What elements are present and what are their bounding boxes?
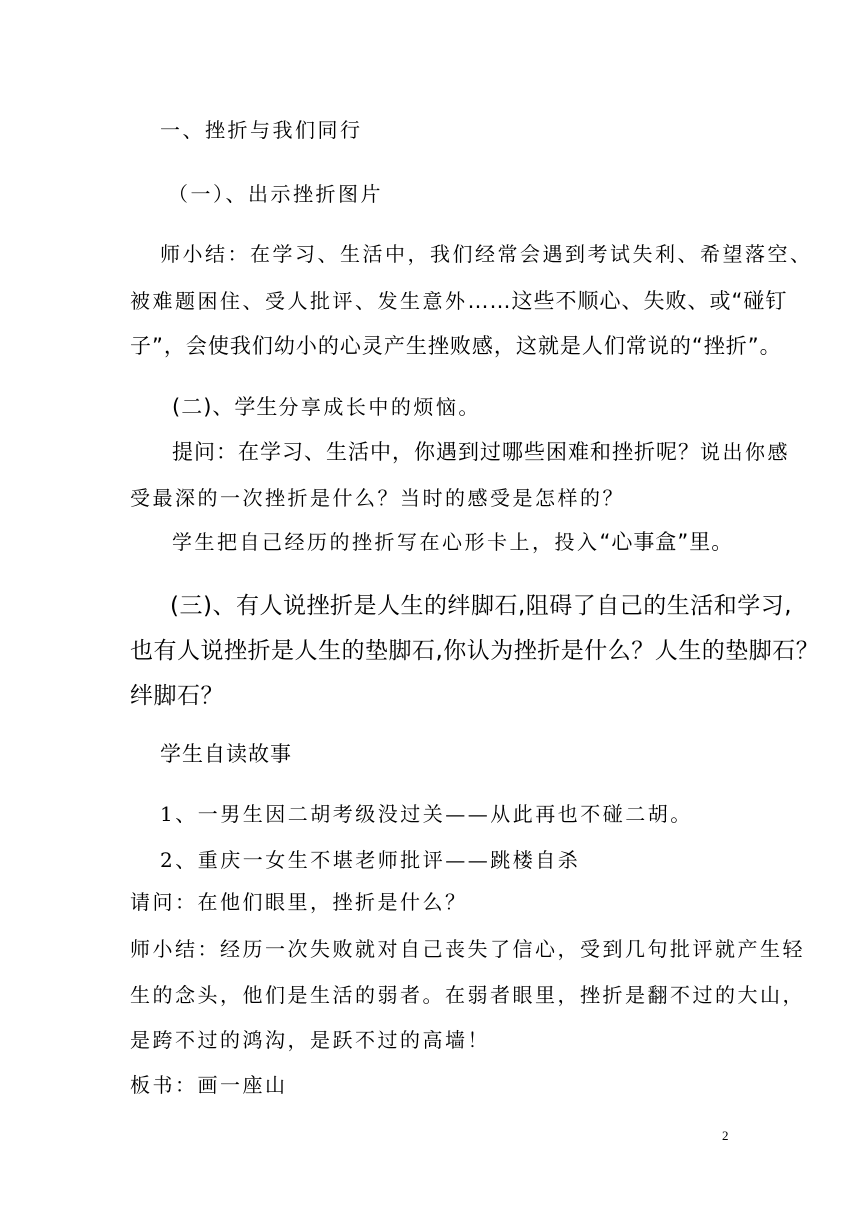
paragraph-line xyxy=(130,285,787,315)
paragraph-line: 生的念头，他们是生活的弱者。在弱者眼里，挫折是翻不过的大山， xyxy=(130,983,805,1007)
text-run: “心事盒”里。 xyxy=(599,530,734,554)
story-heading: 学生自读故事 xyxy=(160,742,292,766)
paragraph-line: 绊脚石？ xyxy=(130,683,224,709)
text-run: 学生把自己经历的挫折写在心形卡上，投入 xyxy=(172,530,600,554)
text-run: 说出你感 xyxy=(700,440,790,464)
story-item-1: 1、一男生因二胡考级没过关——从此再也不碰二胡。 xyxy=(160,802,693,826)
page-number: 2 xyxy=(722,1128,729,1143)
paragraph-line: 也有人说挫折是人生的垫脚石,你认为挫折是什么？人生的垫脚石？ xyxy=(130,638,820,664)
text-run: ……这些不顺心、失败、或“碰钉 xyxy=(467,289,788,313)
question-line: 请问：在他们眼里，挫折是什么？ xyxy=(130,890,468,914)
story-item-2: 2、重庆一女生不堪老师批评——跳楼自杀 xyxy=(160,848,581,872)
paragraph-line: 师小结：经历一次失败就对自己丧失了信心，受到几句批评就产生轻 xyxy=(130,937,805,961)
subheading-2 xyxy=(172,391,481,421)
subheading-3: (三)、有人说挫折是人生的绊脚石,阻碍了自己的生活和学习, xyxy=(170,593,793,619)
text-run: 提问：在学习、生活中，你遇到过哪些困难和挫折呢？ xyxy=(172,440,700,464)
text-run: 分享成长中的烦恼。 xyxy=(278,395,481,419)
board-note: 板书：画一座山 xyxy=(130,1073,288,1097)
paragraph-line: 是跨不过的鸿沟，是跃不过的高墙！ xyxy=(130,1028,490,1052)
question-line xyxy=(172,436,790,466)
subheading-1: （一）、出示挫折图片 xyxy=(168,182,383,206)
paragraph-line: 师小结：在学习、生活中，我们经常会遇到考试失利、希望落空、 xyxy=(160,242,813,266)
text-run: 被难题困住、受人批评、发生意外 xyxy=(130,289,468,313)
paragraph-line: 受最深的一次挫折是什么？当时的感受是怎样的？ xyxy=(130,486,625,510)
paragraph-line xyxy=(172,526,733,556)
text-run: (二)、学生 xyxy=(172,395,279,419)
section-heading-1: 一、挫折与我们同行 xyxy=(160,118,363,142)
paragraph-line: 子”，会使我们幼小的心灵产生挫败感，这就是人们常说的“挫折”。 xyxy=(130,334,782,358)
